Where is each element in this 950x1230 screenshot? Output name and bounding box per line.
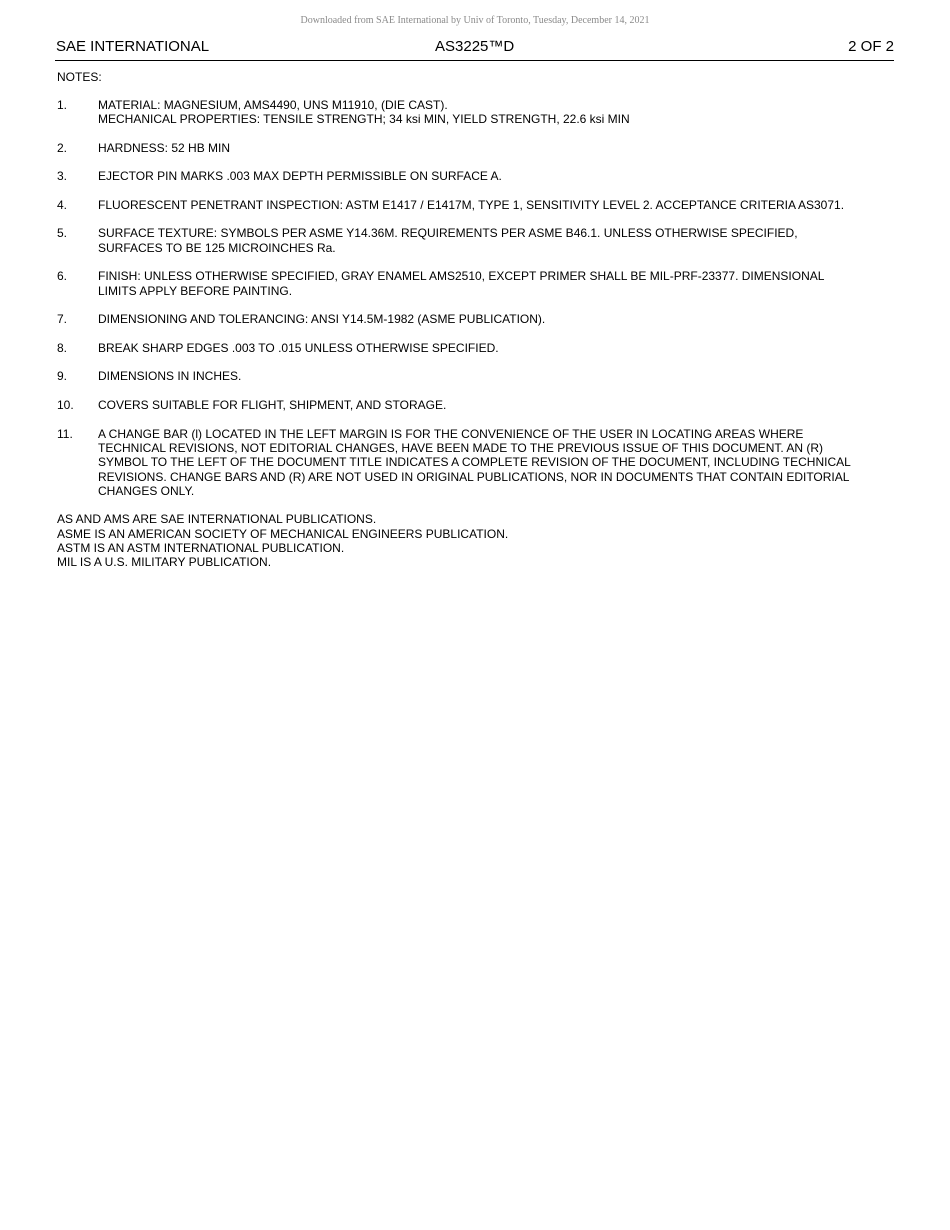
note-line: EJECTOR PIN MARKS .003 MAX DEPTH PERMISSIBLE ON SURFACE A. [98,169,502,184]
page-number: 2 OF 2 [848,38,894,55]
note-number: 1. [57,97,68,112]
note-line: MATERIAL: MAGNESIUM, AMS4490, UNS M11910, (DIE CAST). [98,97,448,112]
notes-section [57,70,892,570]
note-item [57,398,892,412]
document-number: AS3225™D [435,38,515,55]
note-line: SYMBOL TO THE LEFT OF THE DOCUMENT TITLE INDICATES A COMPLETE REVISION OF THE DOCUMENT, INCLUDING TECHNICAL [98,455,851,470]
notes-list [57,98,892,498]
page-header [55,38,894,61]
note-item [57,312,892,326]
publication-reference-line: MIL IS A U.S. MILITARY PUBLICATION. [57,555,272,570]
note-text [98,141,892,155]
publisher-name: SAE INTERNATIONAL [56,38,210,55]
note-line: A CHANGE BAR (l) LOCATED IN THE LEFT MARGIN IS FOR THE CONVENIENCE OF THE USER IN LOCATING AREAS WHERE [98,426,804,441]
download-banner: Downloaded from SAE International by Univ of Toronto, Tuesday, December 14, 2021 [300,15,650,26]
note-number: 3. [57,169,68,184]
note-number: 11. [57,426,73,441]
note-line: FINISH: UNLESS OTHERWISE SPECIFIED, GRAY ENAMEL AMS2510, EXCEPT PRIMER SHALL BE MIL-PRF-23377. DIMENSIONAL [98,269,825,284]
notes-heading: NOTES: [57,70,102,84]
note-item [57,169,892,183]
note-item [57,369,892,383]
note-text [98,427,892,498]
note-number: 4. [57,197,68,212]
note-line: BREAK SHARP EDGES .003 TO .015 UNLESS OTHERWISE SPECIFIED. [98,340,499,355]
note-line: REVISIONS. CHANGE BARS AND (R) ARE NOT USED IN ORIGINAL PUBLICATIONS, NOR IN DOCUMENTS THAT CONTAIN EDITORIAL [98,469,850,484]
note-item [57,341,892,355]
note-text [98,226,892,255]
note-item [57,98,892,127]
note-number: 7. [57,312,68,327]
note-line: FLUORESCENT PENETRANT INSPECTION: ASTM E1417 / E1417M, TYPE 1, SENSITIVITY LEVEL 2. ACCEPTANCE CRITERIA AS3071. [98,197,845,212]
note-line: LIMITS APPLY BEFORE PAINTING. [98,283,293,298]
note-line: HARDNESS: 52 HB MIN [98,140,231,155]
note-item [57,198,892,212]
note-number: 10. [57,398,74,413]
note-line: COVERS SUITABLE FOR FLIGHT, SHIPMENT, AND STORAGE. [98,398,447,413]
note-number: 2. [57,140,68,155]
note-number: 8. [57,340,68,355]
note-text [98,312,892,326]
publication-references [57,512,892,569]
note-number: 9. [57,369,68,384]
note-text [98,98,892,127]
publication-reference-line: AS AND AMS ARE SAE INTERNATIONAL PUBLICATIONS. [57,512,377,527]
publication-reference-line: ASME IS AN AMERICAN SOCIETY OF MECHANICAL ENGINEERS PUBLICATION. [57,526,509,541]
note-line: CHANGES ONLY. [98,483,195,498]
note-number: 6. [57,269,68,284]
note-line: DIMENSIONING AND TOLERANCING: ANSI Y14.5M-1982 (ASME PUBLICATION). [98,312,546,327]
publication-reference-line: ASTM IS AN ASTM INTERNATIONAL PUBLICATION. [57,541,345,555]
note-line: TECHNICAL REVISIONS, NOT EDITORIAL CHANGES, HAVE BEEN MADE TO THE PREVIOUS ISSUE OF THIS DOCUMENT. AN (R) [98,440,824,455]
note-line: SURFACES TO BE 125 MICROINCHES Ra. [98,240,336,255]
note-text [98,198,892,212]
note-number: 5. [57,226,68,241]
note-line: SURFACE TEXTURE: SYMBOLS PER ASME Y14.36M. REQUIREMENTS PER ASME B46.1. UNLESS OTHERWISE SPECIFIED, [98,226,798,241]
note-item [57,141,892,155]
note-text [98,269,892,298]
note-item [57,226,892,255]
note-line: DIMENSIONS IN INCHES. [98,369,242,384]
note-item [57,427,892,498]
note-line: MECHANICAL PROPERTIES: TENSILE STRENGTH; 34 ksi MIN, YIELD STRENGTH, 22.6 ksi MIN [98,112,630,127]
note-text [98,398,892,412]
note-text [98,369,892,383]
note-text [98,169,892,183]
note-item [57,269,892,298]
note-text [98,341,892,355]
